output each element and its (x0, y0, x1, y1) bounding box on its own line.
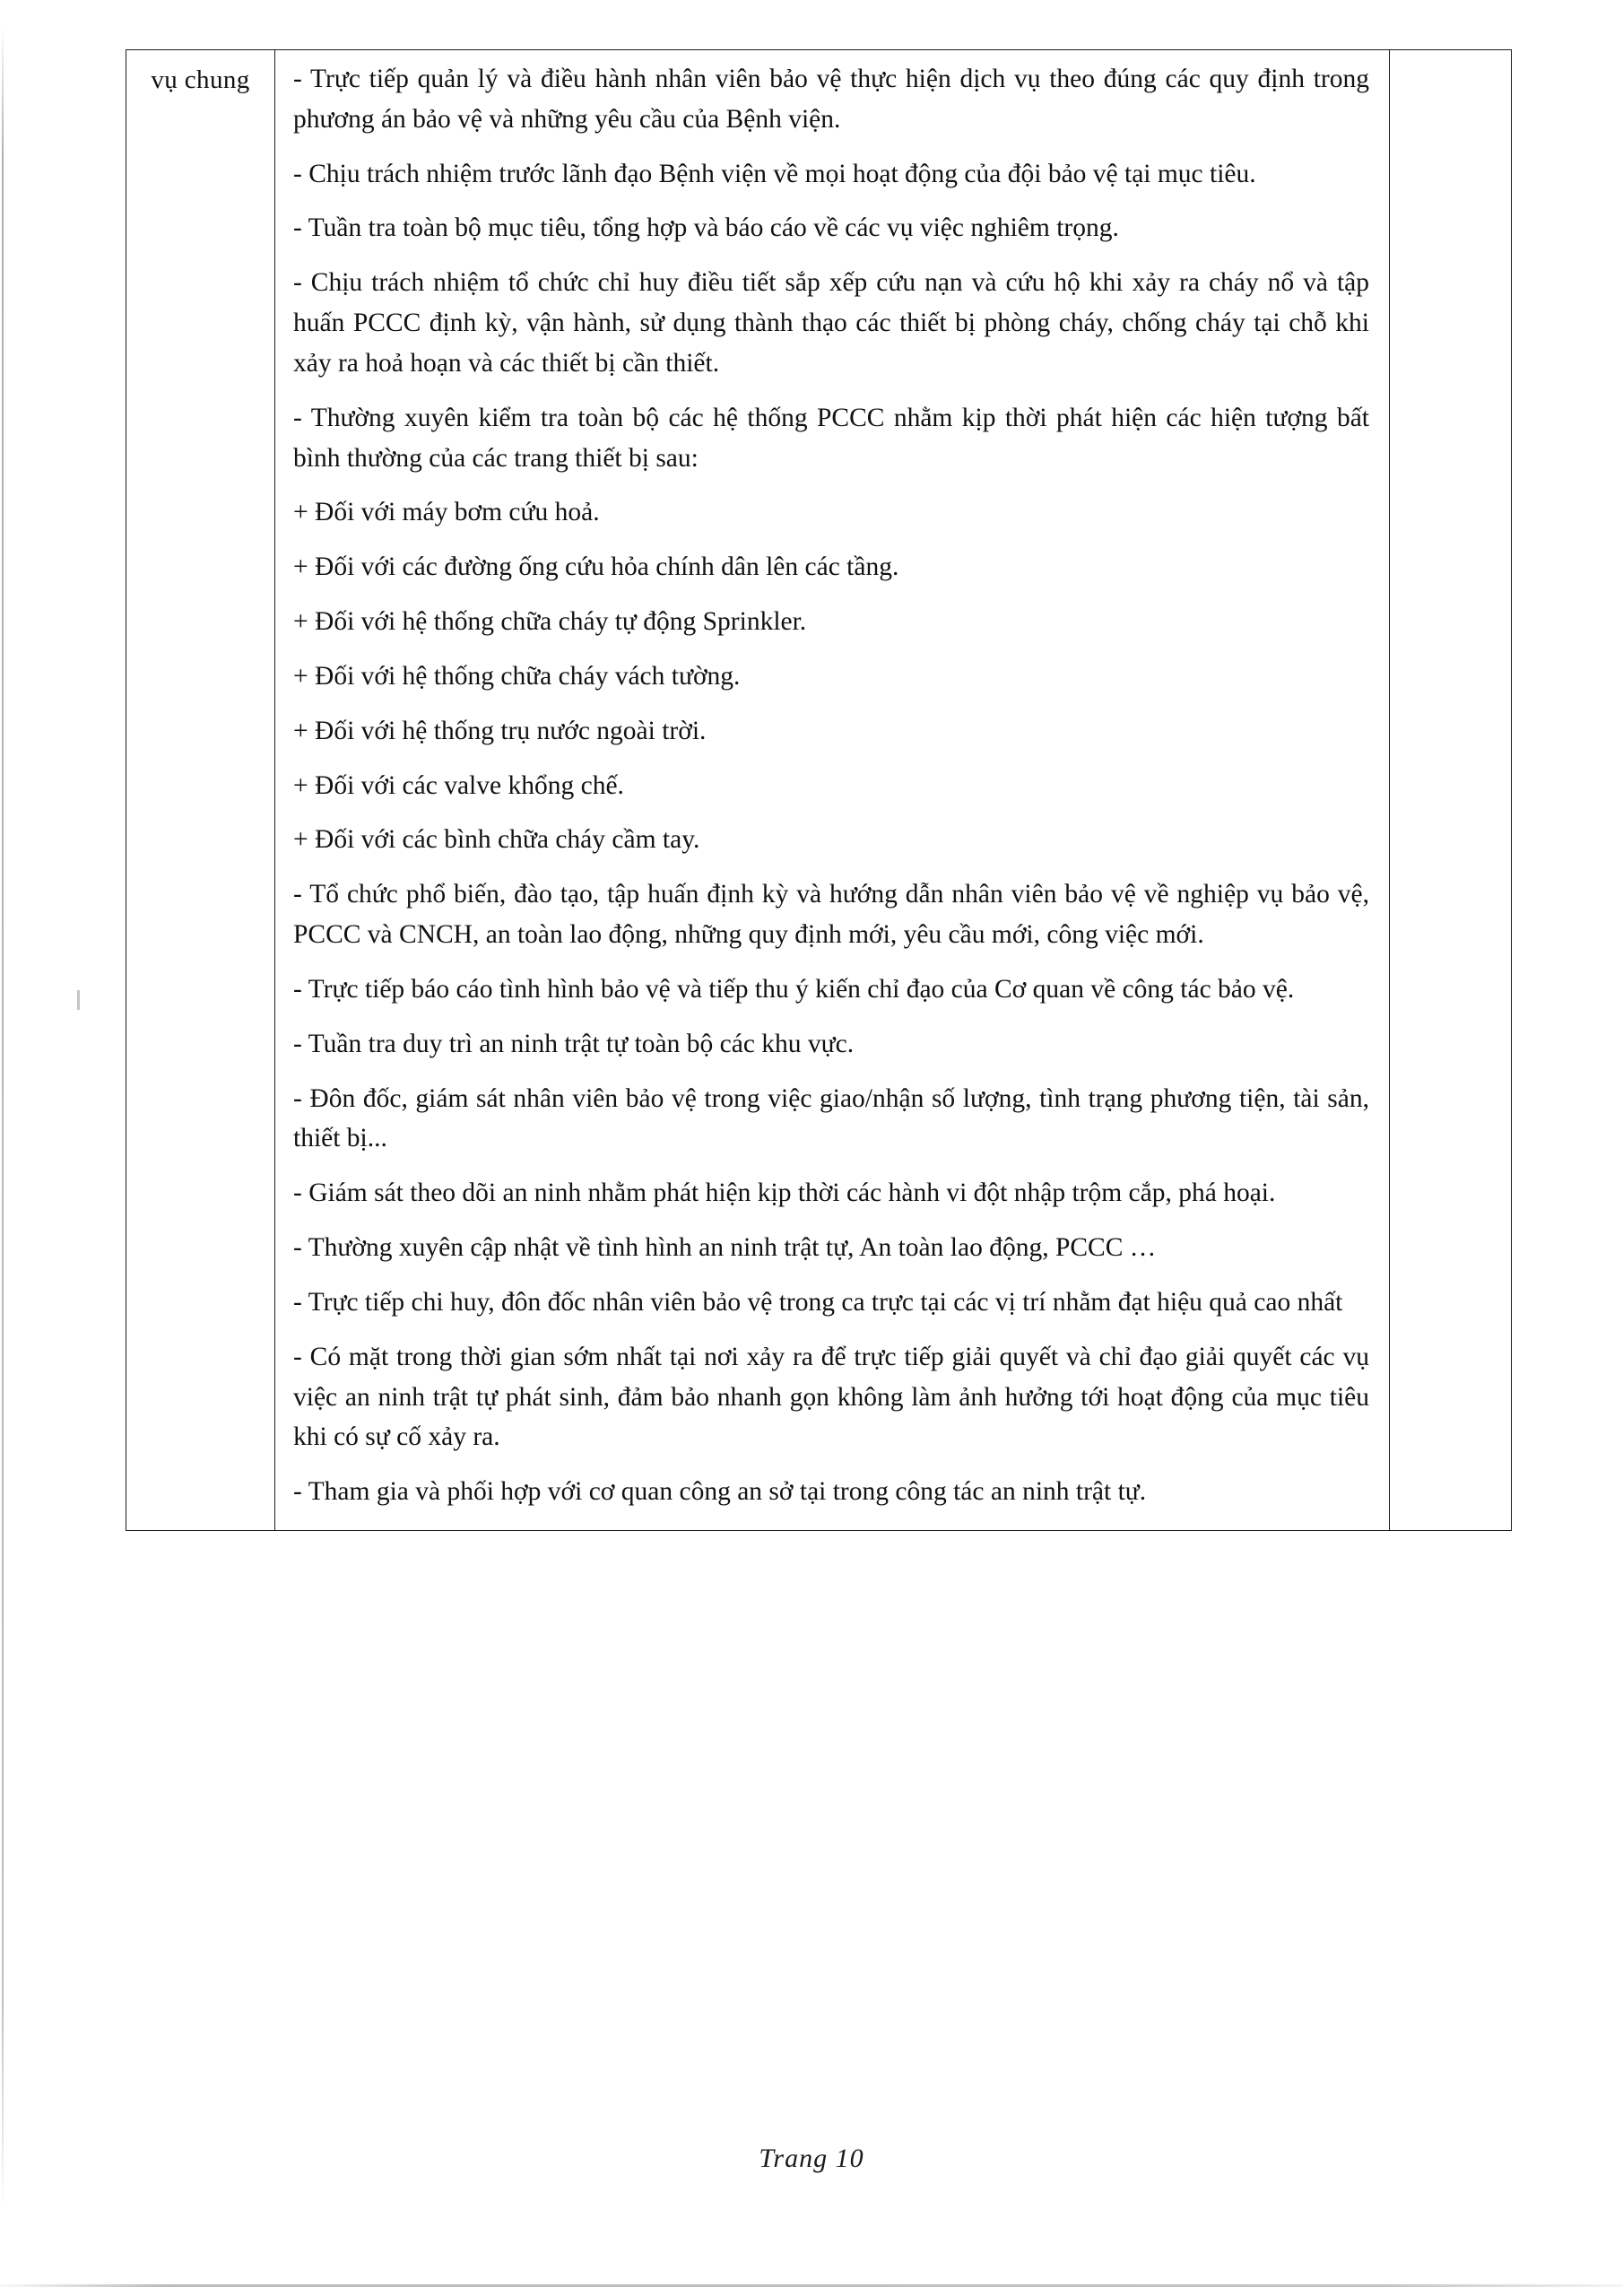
table-cell-label (126, 50, 275, 1531)
content-paragraph-16: - Đôn đốc, giám sát nhân viên bảo vệ trong việc giao/nhận số lượng, tình trạng phương tiện, tài sản, thiết bị... (293, 1083, 1369, 1153)
content-paragraph-17: - Giám sát theo dõi an ninh nhằm phát hiện kịp thời các hành vi đột nhập trộm cắp, phá hoại. (293, 1178, 1276, 1208)
page-number-label: Trang 10 (759, 2144, 864, 2173)
content-paragraph-4: - Chịu trách nhiệm tổ chức chỉ huy điều tiết sắp xếp cứu nạn và cứu hộ khi xảy ra cháy nổ và tập huấn PCCC định kỳ, vận hành, sử dụng thành thạo các thiết bị phòng cháy, chống cháy tại chỗ khi xảy ra hoả hoạn và các thiết bị cần thiết. (293, 268, 1369, 378)
page-footer (0, 2144, 1623, 2174)
table-row (126, 50, 1512, 1531)
scan-speck (77, 990, 80, 1010)
content-paragraph-21: - Tham gia và phối hợp với cơ quan công an sở tại trong công tác an ninh trật tự. (293, 1477, 1147, 1507)
content-paragraph-8: + Đối với hệ thống chữa cháy tự động Sprinkler. (293, 607, 807, 637)
content-paragraph-1: - Trực tiếp quản lý và điều hành nhân viên bảo vệ thực hiện dịch vụ theo đúng các quy định trong phương án bảo vệ và những yêu cầu của Bệnh viện. (293, 65, 1369, 134)
content-paragraph-15: - Tuần tra duy trì an ninh trật tự toàn bộ các khu vực. (293, 1029, 855, 1058)
content-paragraph-19: - Trực tiếp chi huy, đôn đốc nhân viên bảo vệ trong ca trực tại các vị trí nhằm đạt hiệu quả cao nhất (293, 1287, 1343, 1317)
scan-edge-artifact-bottom (0, 2284, 1623, 2287)
content-paragraph-18: - Thường xuyên cập nhật về tình hình an ninh trật tự, An toàn lao động, PCCC … (293, 1233, 1157, 1263)
table-cell-content (275, 50, 1390, 1531)
scan-edge-artifact-left (2, 25, 4, 2213)
content-paragraph-20: - Có mặt trong thời gian sớm nhất tại nơi xảy ra để trực tiếp giải quyết và chỉ đạo giải quyết các vụ việc an ninh trật tự phát sinh, đảm bảo nhanh gọn không làm ảnh hưởng tới hoạt động của mục tiêu khi có sự cố xảy ra. (293, 1342, 1369, 1452)
content-paragraph-10: + Đối với hệ thống trụ nước ngoài trời. (293, 716, 707, 745)
content-paragraph-13: - Tổ chức phổ biến, đào tạo, tập huấn định kỳ và hướng dẫn nhân viên bảo vệ về nghiệp vụ bảo vệ, PCCC và CNCH, an toàn lao động, những quy định mới, yêu cầu mới, công việc mới. (293, 880, 1369, 950)
content-paragraph-3: - Tuần tra toàn bộ mục tiêu, tổng hợp và báo cáo về các vụ việc nghiêm trọng. (293, 213, 1119, 243)
content-paragraph-9: + Đối với hệ thống chữa cháy vách tường. (293, 661, 741, 691)
content-paragraph-2: - Chịu trách nhiệm trước lãnh đạo Bệnh viện về mọi hoạt động của đội bảo vệ tại mục tiêu. (293, 159, 1256, 188)
content-paragraph-5: - Thường xuyên kiểm tra toàn bộ các hệ thống PCCC nhằm kịp thời phát hiện các hiện tượng bất bình thường của các trang thiết bị sau: (293, 403, 1369, 473)
table-cell-spare (1390, 50, 1512, 1531)
content-table (126, 49, 1512, 1531)
content-paragraph-14: - Trực tiếp báo cáo tình hình bảo vệ và tiếp thu ý kiến chỉ đạo của Cơ quan về công tác bảo vệ. (293, 974, 1295, 1004)
content-paragraph-12: + Đối với các bình chữa cháy cầm tay. (293, 825, 700, 855)
content-paragraph-6: + Đối với máy bơm cứu hoả. (293, 498, 600, 527)
content-paragraph-11: + Đối với các valve khổng chế. (293, 770, 624, 800)
content-paragraph-7: + Đối với các đường ống cứu hỏa chính dân lên các tầng. (293, 552, 899, 582)
row-label-text: vụ chung (151, 65, 250, 94)
